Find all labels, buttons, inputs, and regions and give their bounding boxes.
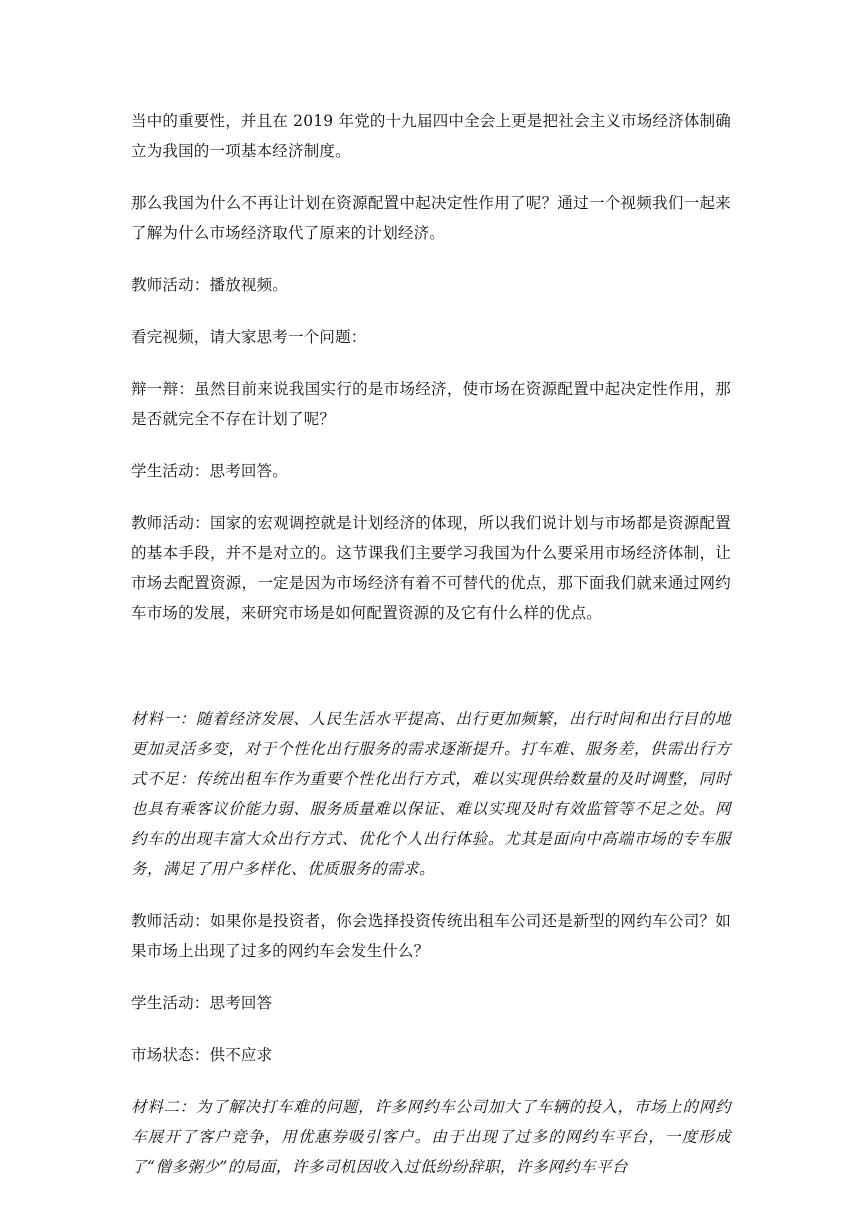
paragraph-student-answer-1: 学生活动：思考回答。 — [131, 462, 289, 480]
paragraph-market-state: 市场状态：供不应求 — [131, 1046, 273, 1064]
paragraph-material-one: 材料一：随着经济发展、人民生活水平提高、出行更加频繁，出行时间和出行目的地更加灵活多变，对于个性化出行服务的需求逐渐提升。打车难、服务差，供需出行方式不足：传统出租车作为重要个性化出行方式，难以实现供给数量的及时调整，同时也具有乘客议价能力弱、服务质量难以保证、难以实现及时有效监管等不足之处。网约车的出现丰富大众出行方式、优化个人出行体验。尤其是面向中高端市场的专车服务，满足了用户多样化、优质服务的需求。 — [131, 710, 731, 878]
paragraph-debate: 辩一辩：虽然目前来说我国实行的是市场经济，使市场在资源配置中起决定性作用，那是否就完全不存在计划了呢？ — [131, 380, 731, 428]
paragraph-question-planning: 那么我国为什么不再让计划在资源配置中起决定性作用了呢？通过一个视频我们一起来了解为什么市场经济取代了原来的计划经济。 — [131, 194, 731, 242]
paragraph-teacher-investor-question: 教师活动：如果你是投资者，你会选择投资传统出租车公司还是新型的网约车公司？如果市场上出现了过多的网约车会发生什么？ — [131, 912, 731, 960]
paragraph-teacher-macro-control: 教师活动：国家的宏观调控就是计划经济的体现，所以我们说计划与市场都是资源配置的基本手段，并不是对立的。这节课我们主要学习我国为什么要采用市场经济体制，让市场去配置资源，一定是因为市场经济有着不可替代的优点，那下面我们就来通过网约车市场的发展，来研究市场是如何配置资源的及它有什么样的优点。 — [131, 514, 731, 622]
paragraph-think-question: 看完视频，请大家思考一个问题： — [131, 328, 367, 346]
paragraph-teacher-play-video: 教师活动：播放视频。 — [131, 276, 289, 294]
paragraph-student-answer-2: 学生活动：思考回答 — [131, 994, 273, 1012]
paragraph-material-two: 材料二：为了解决打车难的问题，许多网约车公司加大了车辆的投入，市场上的网约车展开了客户竞争，用优惠券吸引客户。由于出现了过多的网约车平台，一度形成了“僧多粥少”的局面，许多司机因收入过低纷纷辞职，许多网约车平台 — [131, 1098, 731, 1176]
paragraph-intro-continuation: 当中的重要性，并且在 2019 年党的十九届四中全会上更是把社会主义市场经济体制确立为我国的一项基本经济制度。 — [131, 112, 732, 160]
document-body — [131, 106, 731, 1182]
